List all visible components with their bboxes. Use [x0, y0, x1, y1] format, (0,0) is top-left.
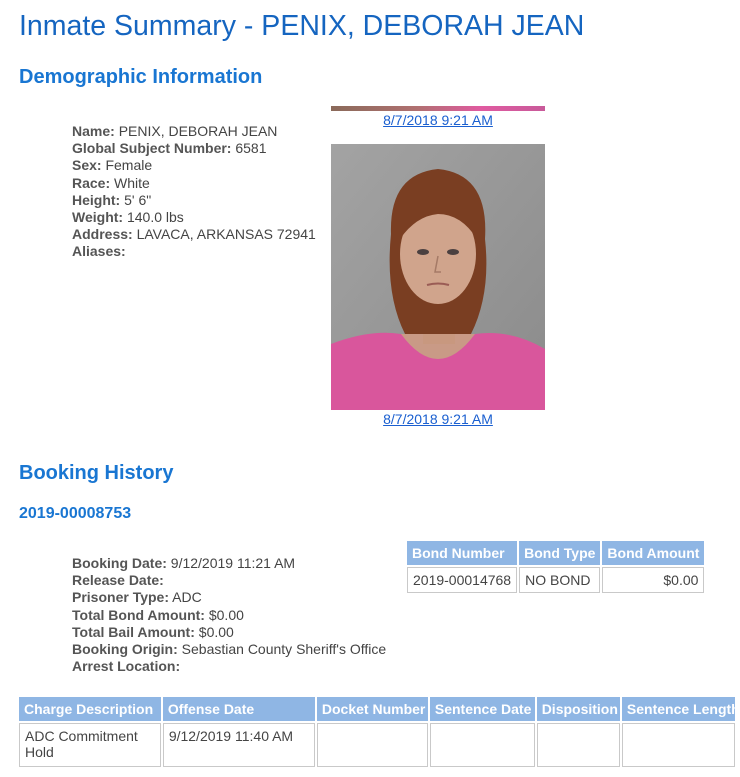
field-value: 6581: [235, 140, 267, 157]
table-header-row: [19, 697, 735, 721]
field-label: Booking Origin:: [72, 641, 178, 658]
table-cell: NO BOND: [519, 567, 600, 593]
charge-table: [17, 695, 740, 769]
total-bail-row: [72, 624, 386, 641]
field-label: Total Bond Amount:: [72, 606, 205, 623]
total-bond-row: [72, 607, 386, 624]
column-header: Disposition: [537, 697, 620, 721]
table-cell: [317, 723, 428, 767]
field-label: Weight:: [72, 209, 124, 226]
photo-caption-link[interactable]: 8/7/2018 9:21 AM: [383, 112, 493, 128]
table-row: [407, 567, 704, 593]
field-label: Address:: [72, 226, 133, 243]
field-value: 140.0 lbs: [126, 209, 184, 226]
weight-row: [72, 209, 316, 226]
field-value: $0.00: [208, 606, 244, 623]
field-label: Sex:: [72, 157, 102, 174]
name-row: [72, 123, 316, 140]
height-row: [72, 192, 316, 209]
charge-table-wrapper: [17, 695, 740, 777]
booking-number-heading[interactable]: 2019-00008753: [19, 505, 132, 522]
field-label: Name:: [72, 123, 115, 139]
race-row: [72, 175, 316, 192]
field-value: 5' 6": [124, 191, 152, 208]
table-cell: [537, 723, 620, 767]
booking-date-row: [72, 555, 386, 572]
column-header: Bond Number: [407, 541, 517, 565]
mugshot-photo[interactable]: [331, 144, 545, 410]
column-header: Bond Type: [519, 541, 600, 565]
photo-caption-link[interactable]: 8/7/2018 9:21 AM: [383, 411, 493, 427]
field-value: ADC: [172, 589, 202, 606]
column-header: Docket Number: [317, 697, 428, 721]
mugshot-image: [331, 144, 545, 410]
mugshot-thumbnail-top[interactable]: [331, 106, 545, 111]
gsn-row: [72, 140, 316, 157]
field-label: Booking Date:: [72, 555, 167, 571]
column-header: Offense Date: [163, 697, 315, 721]
table-row: [19, 723, 735, 767]
field-label: Global Subject Number:: [72, 140, 232, 157]
address-row: [72, 226, 316, 243]
sex-row: [72, 157, 316, 174]
field-value: PENIX, DEBORAH JEAN: [118, 123, 278, 139]
demographic-heading: Demographic Information: [19, 66, 263, 88]
column-header: Sentence Date: [430, 697, 535, 721]
column-header: Sentence Length: [622, 697, 735, 721]
field-value: LAVACA, ARKANSAS 72941: [136, 226, 316, 243]
bond-table: [405, 539, 706, 595]
release-date-row: [72, 572, 386, 589]
table-cell: $0.00: [602, 567, 704, 593]
table-cell: [622, 723, 735, 767]
table-cell: 2019-00014768: [407, 567, 517, 593]
field-label: Aliases:: [72, 243, 126, 260]
field-label: Arrest Location:: [72, 658, 181, 675]
arrest-location-row: [72, 658, 386, 675]
field-label: Total Bail Amount:: [72, 623, 195, 640]
field-value: White: [114, 174, 150, 191]
field-value: 9/12/2019 11:21 AM: [170, 555, 296, 571]
field-label: Height:: [72, 191, 121, 208]
field-value: Sebastian County Sheriff's Office: [181, 641, 387, 658]
booking-history-heading: Booking History: [19, 462, 174, 484]
column-header: Bond Amount: [602, 541, 704, 565]
demographic-info: [72, 123, 316, 261]
table-cell: 9/12/2019 11:40 AM: [163, 723, 315, 767]
field-label: Race:: [72, 174, 111, 191]
booking-origin-row: [72, 641, 386, 658]
field-label: Release Date:: [72, 572, 164, 589]
page-title: Inmate Summary - PENIX, DEBORAH JEAN: [19, 10, 585, 42]
table-header-row: [407, 541, 704, 565]
field-value: $0.00: [198, 623, 234, 640]
table-cell: [430, 723, 535, 767]
field-label: Prisoner Type:: [72, 589, 169, 606]
aliases-row: [72, 243, 316, 260]
table-cell: ADC Commitment Hold: [19, 723, 161, 767]
column-header: Charge Description: [19, 697, 161, 721]
field-value: Female: [105, 157, 153, 174]
booking-info: [72, 555, 386, 675]
prisoner-type-row: [72, 589, 386, 606]
